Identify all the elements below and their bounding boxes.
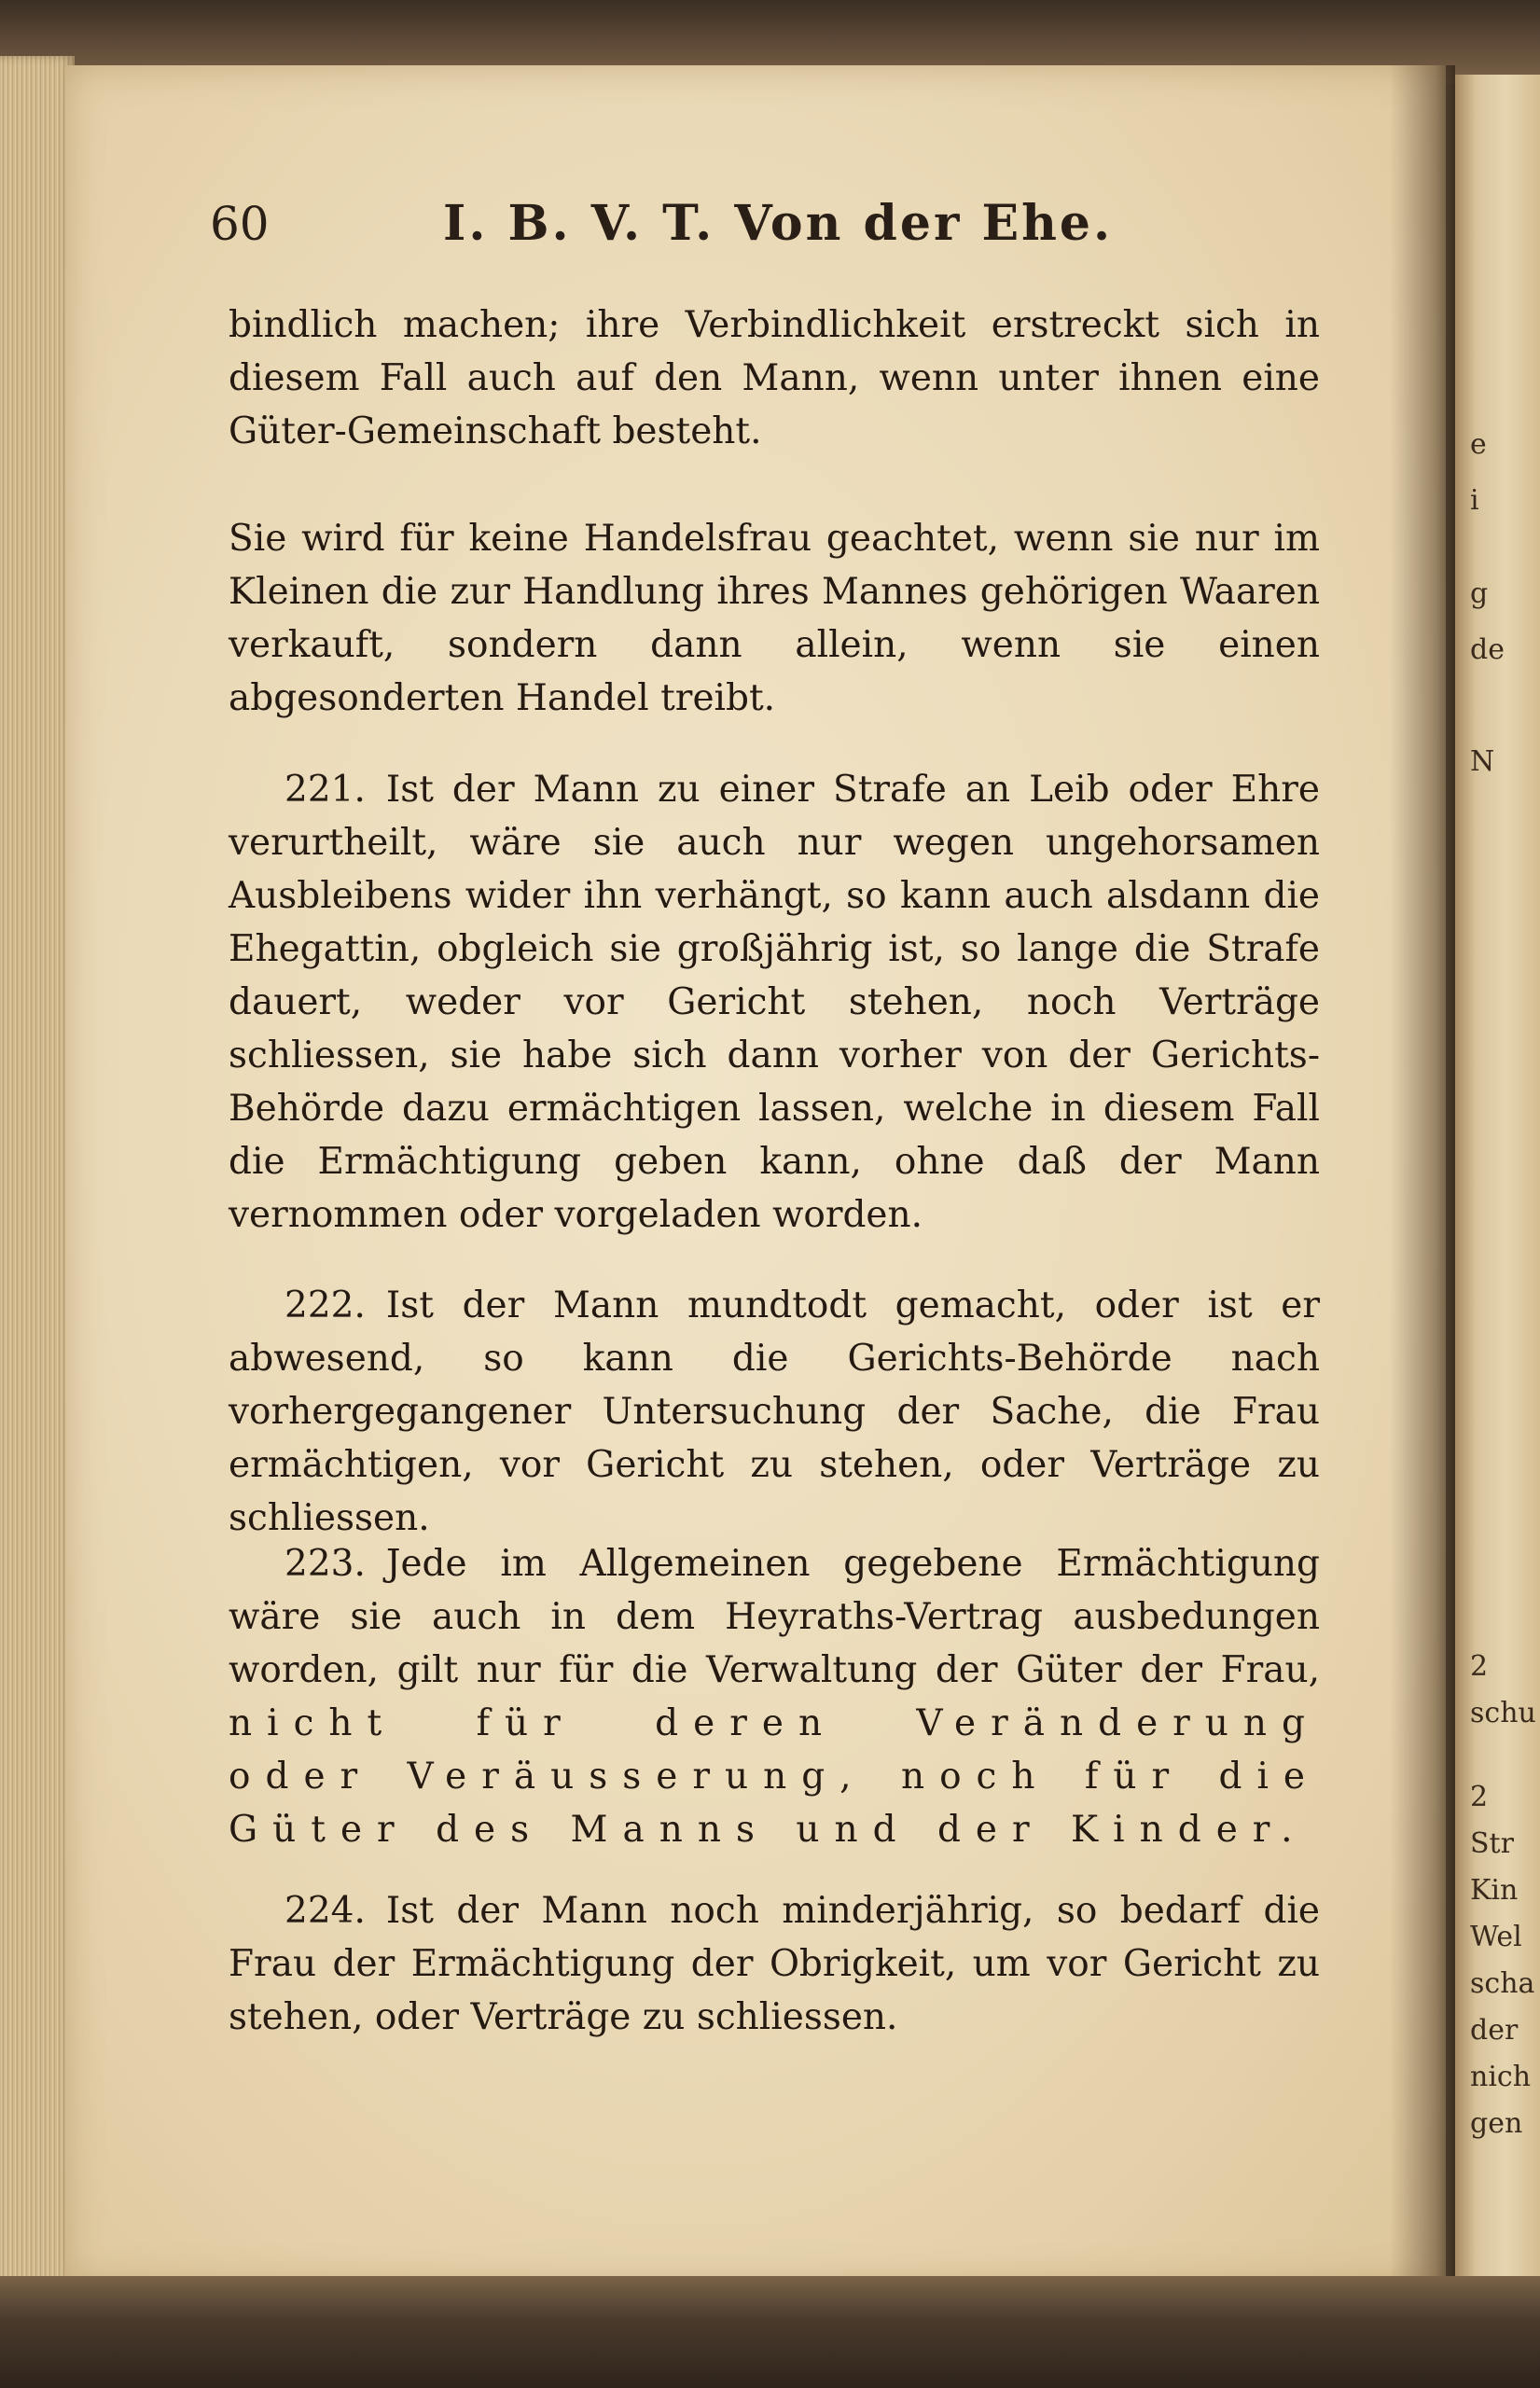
facing-fragment: Str (1470, 1827, 1514, 1860)
paragraph-text: Sie wird für keine Handelsfrau geachtet, wenn sie nur im Kleinen die zur Handlung ihres Mannes gehörigen Waaren verkauft, sondern dann allein, wenn sie einen abgesonderten Handel treibt. (229, 518, 1320, 719)
paragraph-text: Jede im Allgemeinen gegebene Ermächtigung wäre sie auch in dem Heyraths-Vertrag ausbedungen worden, gilt nur für die Verwaltung der Güter der Frau, (229, 1543, 1320, 1691)
paragraph-text: Ist der Mann zu einer Strafe an Leib oder Ehre verurtheilt, wäre sie auch nur wegen ungehorsamen Ausbleibens wider ihn verhängt, so kann auch alsdann die Ehegattin, obgleich sie großjährig ist, so lange die Strafe dauert, weder vor Gericht stehen, noch Verträge schliessen, sie habe sich dann vorher von der Gerichts-Behörde dazu ermächtigen lassen, welche in diesem Fall die Ermächtigung geben kann, ohne daß der Mann vernommen oder vorgeladen worden. (229, 769, 1320, 1236)
gutter-shadow (1390, 65, 1455, 2285)
article-223 (229, 1537, 1320, 1856)
facing-fragment: de (1470, 633, 1505, 666)
article-222 (229, 1279, 1320, 1545)
page-header (210, 191, 1320, 257)
facing-page (1455, 75, 1540, 2285)
article-221 (229, 763, 1320, 1242)
running-title: I. B. V. T. Von der Ehe. (443, 195, 1114, 252)
facing-fragment: der (1470, 2014, 1519, 2047)
paragraph-text: bindlich machen; ihre Verbindlichkeit erstreckt sich in diesem Fall auch auf den Mann, wenn unter ihnen eine Güter-Gemeinschaft besteht. (229, 304, 1320, 452)
paragraph-text: Ist der Mann mundtodt gemacht, oder ist er abwesend, so kann die Gerichts-Behörde nach vorhergegangener Untersuchung der Sache, die Frau ermächtigen, vor Gericht zu stehen, oder Verträge zu schliessen. (229, 1284, 1320, 1539)
facing-fragment: nich (1470, 2061, 1532, 2093)
facing-fragment: Wel (1470, 1921, 1522, 1953)
facing-fragment: scha (1470, 1967, 1535, 2000)
facing-fragment: 2 (1470, 1781, 1489, 1813)
page-number: 60 (210, 197, 270, 251)
article-number: 224. (284, 1890, 366, 1932)
facing-fragment: schu (1470, 1697, 1536, 1729)
article-number: 223. (284, 1543, 366, 1585)
paragraph-continuation (229, 298, 1320, 458)
facing-fragment: Kin (1470, 1874, 1519, 1907)
facing-fragment: i (1470, 484, 1479, 517)
facing-fragment: gen (1470, 2107, 1523, 2140)
book-binding-bottom (0, 2276, 1540, 2388)
article-number: 221. (284, 769, 366, 811)
article-224 (229, 1884, 1320, 2044)
facing-fragment: N (1470, 745, 1495, 778)
paragraph-text: Ist der Mann noch minderjährig, so bedarf die Frau der Ermächtigung der Obrigkeit, um vor Gericht zu stehen, oder Verträge zu schliessen. (229, 1890, 1320, 2038)
paragraph-text-spaced: nicht für deren Veränderung oder Veräusserung, noch für die Güter des Manns und der Kinder. (229, 1702, 1320, 1851)
facing-fragment: e (1470, 428, 1487, 461)
page-edge-stack (0, 56, 75, 2295)
article-number: 222. (284, 1284, 366, 1326)
paragraph (229, 512, 1320, 725)
facing-fragment: g (1470, 577, 1489, 610)
facing-fragment: 2 (1470, 1650, 1489, 1683)
